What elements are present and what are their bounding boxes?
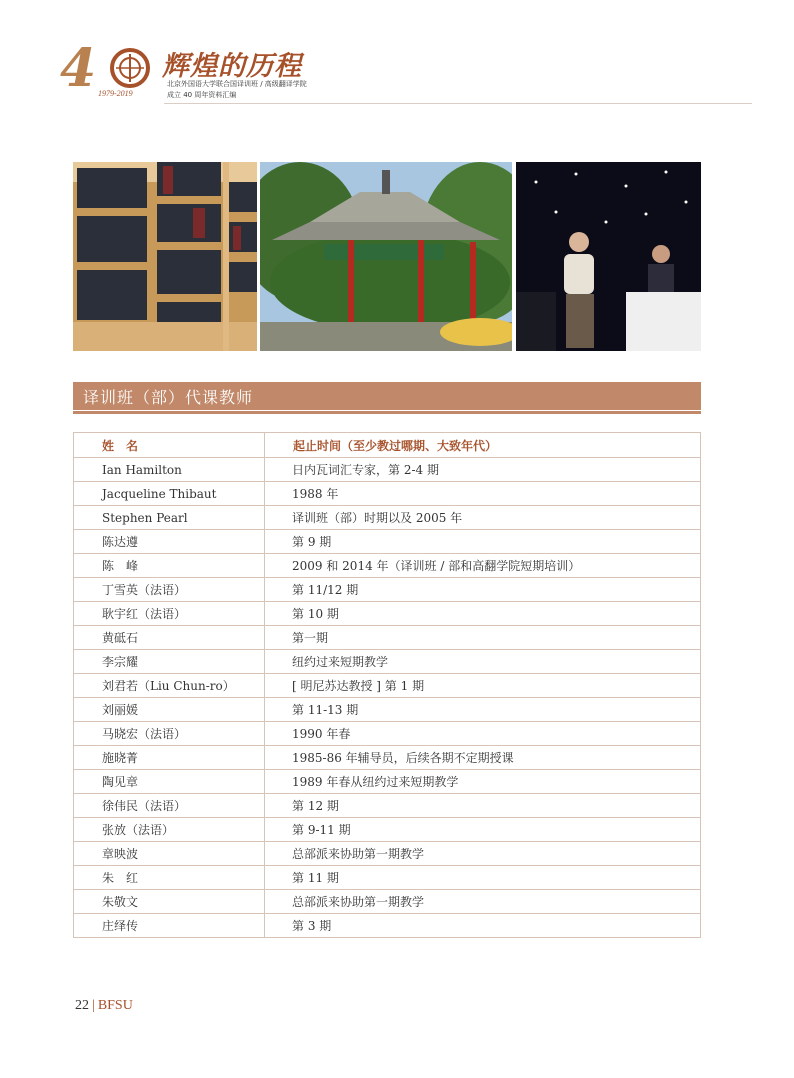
table-row	[74, 722, 701, 746]
teacher-name: 陈达遵	[74, 530, 265, 554]
library-bookshelf-photo	[73, 162, 257, 351]
table-row	[74, 770, 701, 794]
teaching-period: 第 9 期	[265, 530, 701, 554]
teacher-name: Jacqueline Thibaut	[74, 482, 265, 506]
table-row	[74, 578, 701, 602]
table-row	[74, 698, 701, 722]
anniversary-years: 1979-2019	[98, 89, 133, 98]
table-row	[74, 674, 701, 698]
footer-brand: BFSU	[97, 998, 133, 1013]
teacher-name: 施晓菁	[74, 746, 265, 770]
publication-title: 辉煌的历程	[162, 51, 302, 82]
table-row	[74, 866, 701, 890]
header-divider	[164, 103, 752, 104]
teacher-name: Ian Hamilton	[74, 458, 265, 482]
page-header	[58, 40, 698, 106]
teacher-name: 耿宇红（法语）	[74, 602, 265, 626]
table-row	[74, 458, 701, 482]
teacher-name: 马晓宏（法语）	[74, 722, 265, 746]
teacher-name: 刘丽媛	[74, 698, 265, 722]
table-row	[74, 794, 701, 818]
table-row	[74, 530, 701, 554]
teacher-name: 黄砥石	[74, 626, 265, 650]
table-row	[74, 818, 701, 842]
svg-text:4: 4	[60, 40, 97, 99]
teaching-period: 1989 年春从纽约过来短期教学	[265, 770, 701, 794]
table-row	[74, 914, 701, 938]
teaching-period: 第一期	[265, 626, 701, 650]
teaching-period: 纽约过来短期教学	[265, 650, 701, 674]
page-number: 22	[75, 998, 89, 1013]
classroom-teacher-photo	[516, 162, 701, 351]
teaching-period: 第 12 期	[265, 794, 701, 818]
page-footer	[75, 998, 133, 1014]
subtitle-line-1: 北京外国语大学联合国译训班 / 高级翻译学院	[167, 80, 307, 88]
pavilion-photo	[260, 162, 512, 351]
teaching-period: 1990 年春	[265, 722, 701, 746]
teaching-period: 第 10 期	[265, 602, 701, 626]
table-row	[74, 602, 701, 626]
teaching-period: 第 11/12 期	[265, 578, 701, 602]
table-row	[74, 482, 701, 506]
section-title: 译训班（部）代课教师	[83, 388, 254, 407]
teacher-name: Stephen Pearl	[74, 506, 265, 530]
teaching-period: 总部派来协助第一期教学	[265, 890, 701, 914]
header-period: 起止时间（至少教过哪期、大致年代）	[265, 433, 701, 458]
table-row	[74, 842, 701, 866]
teacher-name: 陶见章	[74, 770, 265, 794]
publication-subtitle	[167, 79, 307, 101]
teaching-period: 1988 年	[265, 482, 701, 506]
table-row	[74, 554, 701, 578]
table-row	[74, 890, 701, 914]
table-row	[74, 746, 701, 770]
teacher-name: 朱 红	[74, 866, 265, 890]
teaching-period: 第 9-11 期	[265, 818, 701, 842]
teaching-period: 2009 和 2014 年（译训班 / 部和高翻学院短期培训）	[265, 554, 701, 578]
teaching-period: [ 明尼苏达教授 ] 第 1 期	[265, 674, 701, 698]
teacher-name: 庄绎传	[74, 914, 265, 938]
subtitle-line-2: 成立 40 周年资料汇编	[167, 91, 237, 99]
teaching-period: 第 3 期	[265, 914, 701, 938]
teacher-name: 朱敬文	[74, 890, 265, 914]
teaching-period: 总部派来协助第一期教学	[265, 842, 701, 866]
photo-strip	[73, 162, 701, 351]
teacher-name: 徐伟民（法语）	[74, 794, 265, 818]
teacher-name: 丁雪英（法语）	[74, 578, 265, 602]
header-name: 姓 名	[74, 433, 265, 458]
teacher-roster-table	[73, 432, 701, 938]
table-row	[74, 650, 701, 674]
teacher-name: 张放（法语）	[74, 818, 265, 842]
teaching-period: 1985-86 年辅导员，后续各期不定期授课	[265, 746, 701, 770]
teacher-name: 李宗耀	[74, 650, 265, 674]
teacher-name: 陈 峰	[74, 554, 265, 578]
teaching-period: 日内瓦词汇专家，第 2-4 期	[265, 458, 701, 482]
teaching-period: 第 11-13 期	[265, 698, 701, 722]
teacher-name: 刘君若（Liu Chun-ro）	[74, 674, 265, 698]
table-header-row	[74, 433, 701, 458]
teaching-period: 第 11 期	[265, 866, 701, 890]
teacher-name: 章映波	[74, 842, 265, 866]
table-row	[74, 626, 701, 650]
teaching-period: 译训班（部）时期以及 2005 年	[265, 506, 701, 530]
section-heading-bar	[73, 382, 701, 410]
table-row	[74, 506, 701, 530]
footer-separator: |	[92, 998, 95, 1013]
